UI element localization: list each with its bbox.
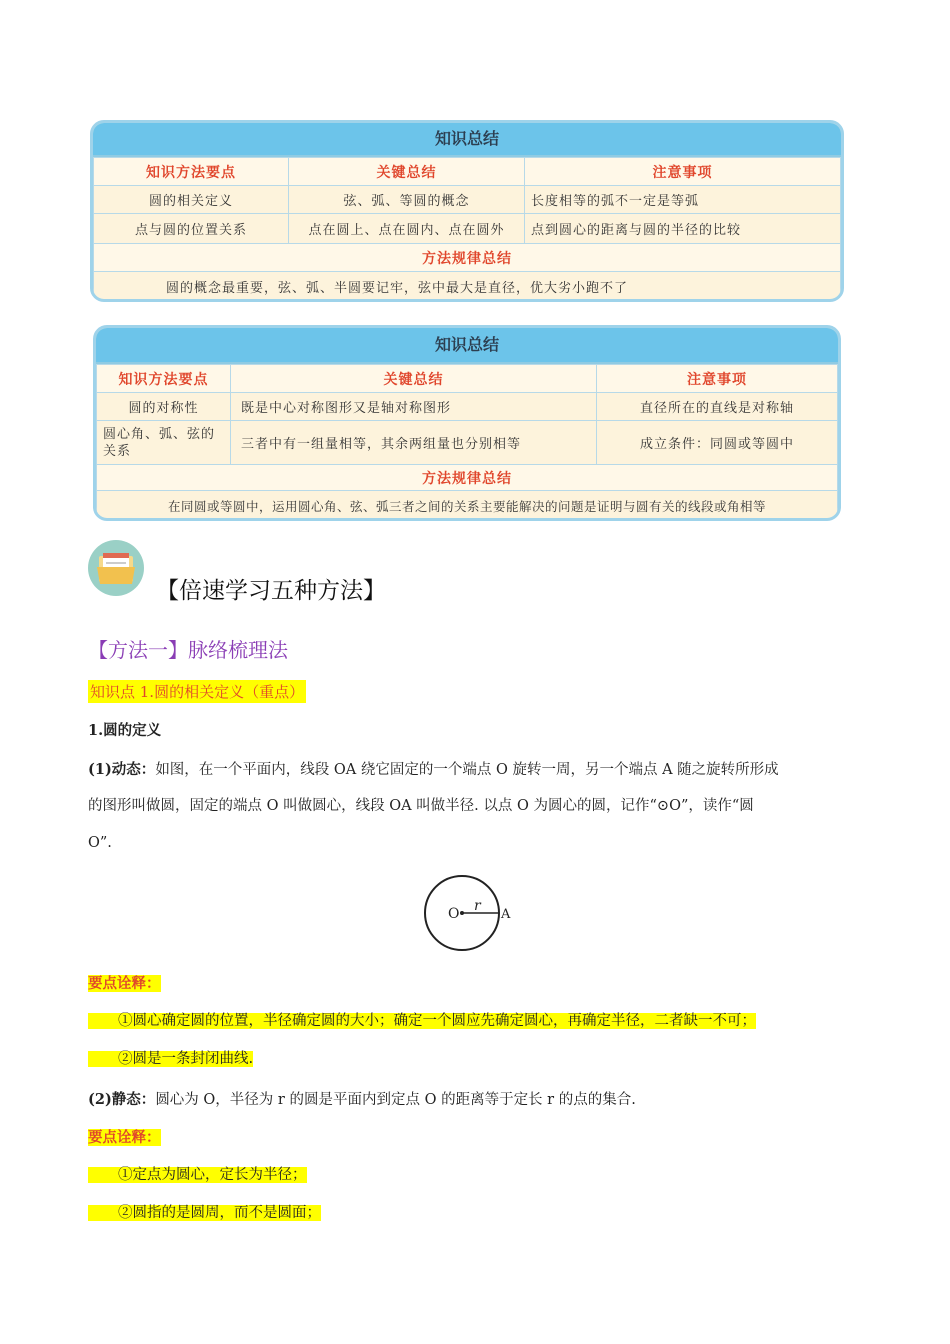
method-title: 【方法一】脉络梳理法	[88, 638, 288, 662]
table-cell: 圆的对称性	[97, 393, 231, 421]
table-cell: 弦、弧、等圆的概念	[289, 186, 525, 214]
table-cell: 长度相等的弧不一定是等弧	[525, 186, 841, 214]
table-cell: 圆心角、弧、弦的关系	[97, 421, 231, 465]
dynamic-paragraph-line-1	[88, 760, 779, 780]
table-cell: 成立条件：同圆或等圆中	[597, 421, 838, 465]
knowledge-summary-box-1	[90, 120, 844, 302]
box-title: 知识总结	[93, 123, 841, 157]
summary-table	[93, 157, 841, 302]
section-title: 【倍速学习五种方法】	[156, 578, 386, 604]
key-point-3: ①定点为圆心，定长为半径；	[88, 1166, 307, 1185]
table-cell: 点到圆心的距离与圆的半径的比较	[525, 214, 841, 244]
method-summary-header: 方法规律总结	[94, 244, 841, 272]
method-summary-text: 在同圆或等圆中，运用圆心角、弦、弧三者之间的关系主要能解决的问题是证明与圆有关的线段或角相等	[97, 491, 838, 521]
key-points-label: 要点诠释：	[88, 975, 161, 992]
summary-table	[96, 364, 838, 521]
col-header: 注意事项	[597, 365, 838, 393]
table-cell: 三者中有一组量相等，其余两组量也分别相等	[231, 421, 597, 465]
center-label: O	[448, 906, 460, 922]
static-label: (2)静态：	[88, 1091, 156, 1108]
definition-heading: 1.圆的定义	[88, 722, 162, 739]
col-header: 注意事项	[525, 158, 841, 186]
table-cell: 点与圆的位置关系	[94, 214, 289, 244]
method-summary-text: 圆的概念最重要，弦、弧、半圆要记牢，弦中最大是直径，优大劣小跑不了	[94, 272, 841, 302]
knowledge-summary-box-2	[93, 325, 841, 521]
key-point-2: ②圆是一条封闭曲线.	[88, 1050, 253, 1069]
folder-icon	[88, 540, 144, 596]
table-cell: 直径所在的直线是对称轴	[597, 393, 838, 421]
box-title: 知识总结	[96, 328, 838, 364]
static-paragraph	[88, 1090, 636, 1110]
dynamic-label: (1)动态：	[88, 761, 156, 778]
col-header: 知识方法要点	[94, 158, 289, 186]
table-cell: 点在圆上、点在圆内、点在圆外	[289, 214, 525, 244]
circle-figure	[418, 872, 528, 956]
method-summary-header: 方法规律总结	[97, 465, 838, 491]
dynamic-paragraph-line-2: 的图形叫做圆，固定的端点 O 叫做圆心，线段 OA 叫做半径. 以点 O 为圆心的圆，记作“⊙O”，读作“圆	[88, 798, 754, 814]
key-points-label: 要点诠释：	[88, 1129, 161, 1146]
col-header: 知识方法要点	[97, 365, 231, 393]
dynamic-text: 如图，在一个平面内，线段 OA 绕它固定的一个端点 O 旋转一周，另一个端点 A 随之旋转所形成	[155, 762, 779, 778]
knowledge-point-title: 知识点 1.圆的相关定义（重点）	[88, 680, 306, 703]
table-cell: 圆的相关定义	[94, 186, 289, 214]
table-cell: 既是中心对称图形又是轴对称图形	[231, 393, 597, 421]
col-header: 关键总结	[289, 158, 525, 186]
dynamic-paragraph-line-3: O”.	[88, 835, 112, 851]
radius-label: r	[474, 898, 481, 914]
col-header: 关键总结	[231, 365, 597, 393]
static-text: 圆心为 O，半径为 r 的圆是平面内到定点 O 的距离等于定长 r 的点的集合.	[155, 1092, 636, 1108]
point-label: A	[501, 907, 511, 922]
key-point-1: ①圆心确定圆的位置，半径确定圆的大小；确定一个圆应先确定圆心，再确定半径，二者缺一不可；	[88, 1012, 756, 1031]
key-point-4: ②圆指的是圆周，而不是圆面；	[88, 1204, 321, 1223]
